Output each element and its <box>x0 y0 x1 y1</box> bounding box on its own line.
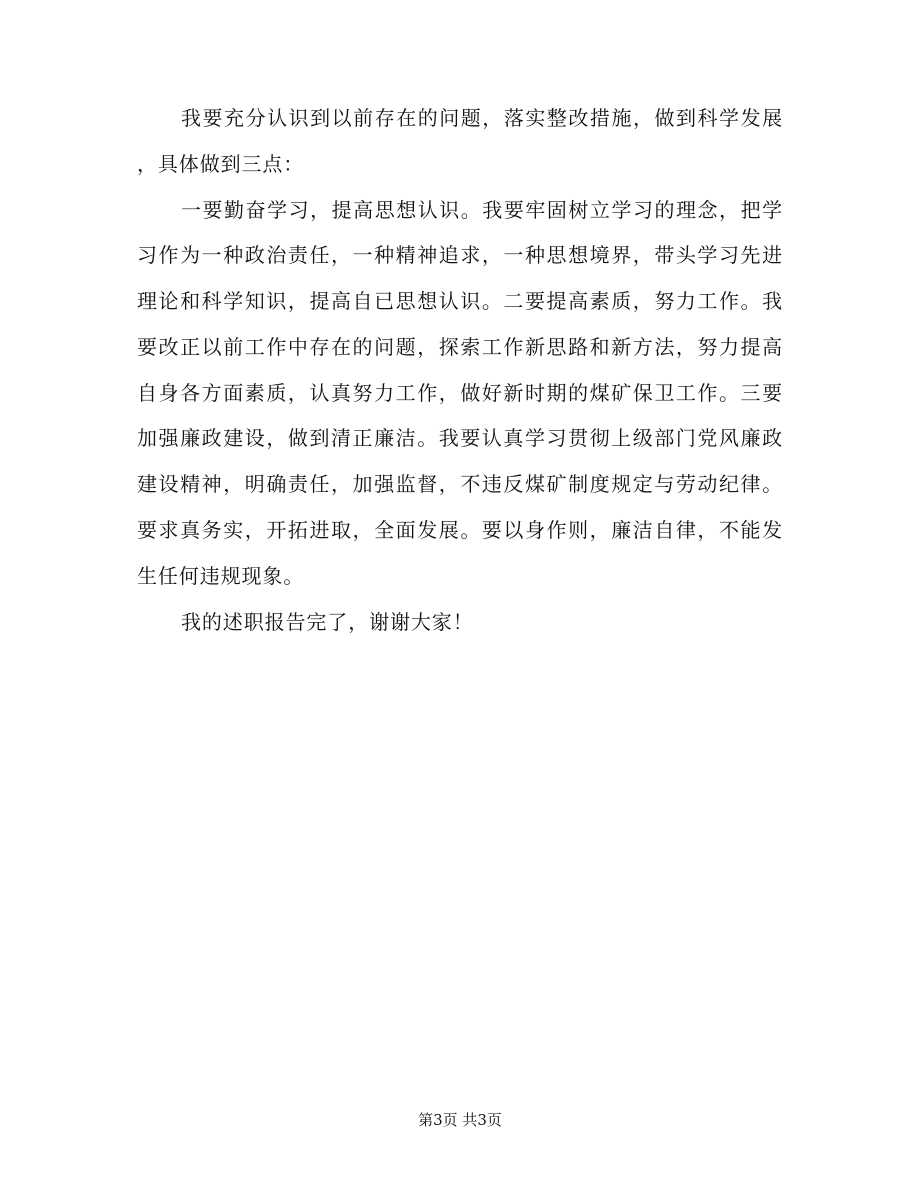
paragraph-2-line-8: 要求真务实，开拓进取，全面发展。要以身作则，廉洁自律，不能发 <box>137 518 783 542</box>
paragraph-2-line-9: 生任何违规现象。 <box>137 564 305 588</box>
page-number: 第3页 共3页 <box>418 1111 502 1129</box>
paragraph-2-line-5: 自身各方面素质，认真努力工作，做好新时期的煤矿保卫工作。三要 <box>137 381 783 405</box>
paragraph-1-line-1: 我要充分认识到以前存在的问题，落实整改措施，做到科学发展 <box>181 106 783 130</box>
paragraph-2-line-3: 理论和科学知识，提高自已思想认识。二要提高素质，努力工作。我 <box>137 289 783 313</box>
paragraph-2-line-4: 要改正以前工作中存在的问题，探索工作新思路和新方法，努力提高 <box>137 335 783 359</box>
closing-line: 我的述职报告完了，谢谢大家！ <box>181 610 474 634</box>
paragraph-1-line-2: ，具体做到三点： <box>137 152 305 176</box>
paragraph-2-line-6: 加强廉政建设，做到清正廉洁。我要认真学习贯彻上级部门党风廉政 <box>137 426 783 450</box>
paragraph-2-line-2: 习作为一种政治责任，一种精神追求，一种思想境界，带头学习先进 <box>137 243 783 267</box>
paragraph-2-line-1: 一要勤奋学习，提高思想认识。我要牢固树立学习的理念，把学 <box>181 198 783 222</box>
paragraph-2-line-7: 建设精神，明确责任，加强监督，不违反煤矿制度规定与劳动纪律。 <box>137 472 783 496</box>
